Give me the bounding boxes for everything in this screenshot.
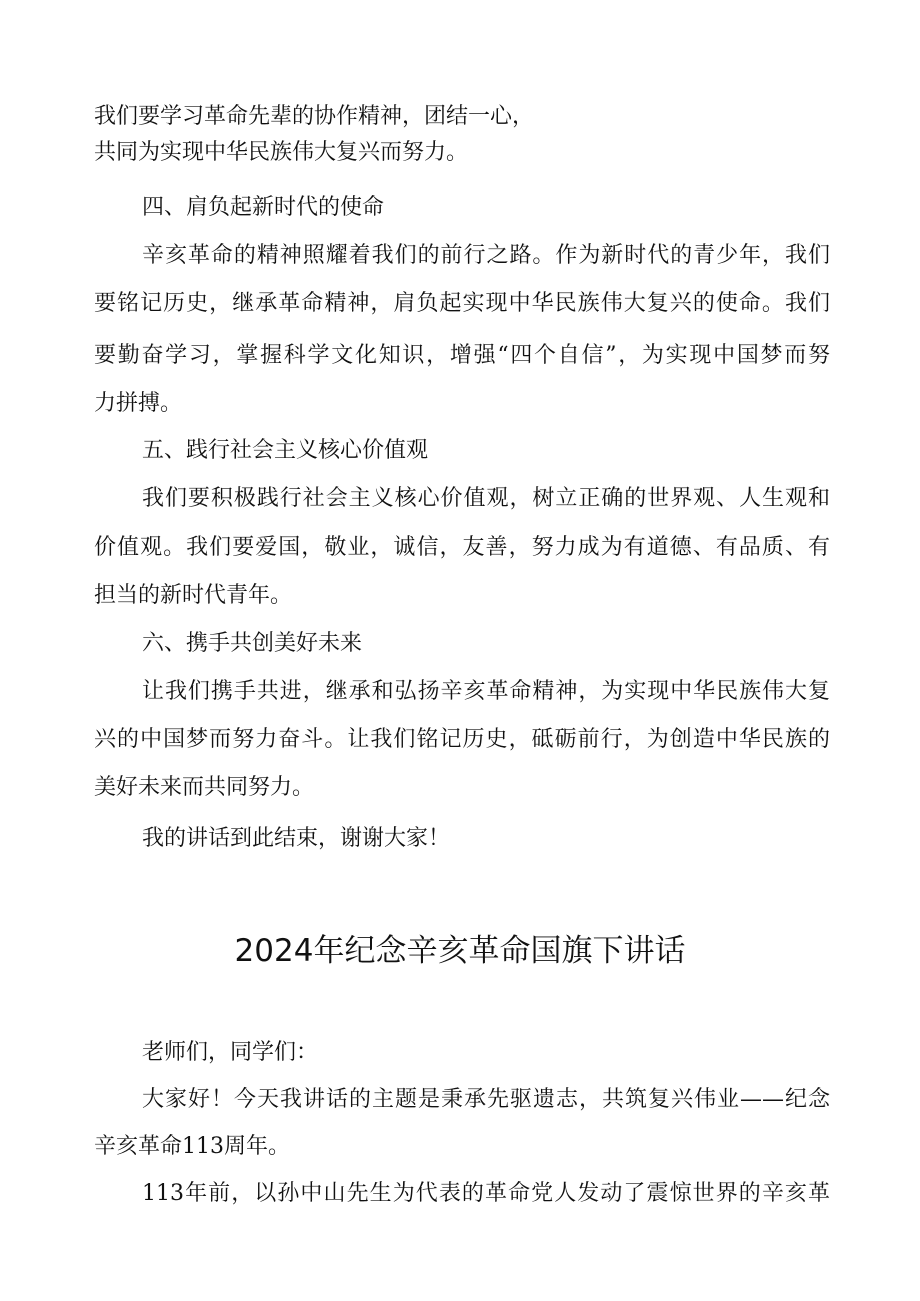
section-heading-4: 四、肩负起新时代的使命 bbox=[142, 195, 385, 220]
paragraph-line: 我们要积极践行社会主义核心价值观，树立正确的世界观、人生观和 bbox=[142, 486, 830, 511]
paragraph-line: 兴的中国梦而努力奋斗。让我们铭记历史，砥砺前行，为创造中华民族的 bbox=[94, 727, 830, 752]
paragraph-line: 让我们携手共进，继承和弘扬辛亥革命精神，为实现中华民族伟大复 bbox=[142, 679, 830, 704]
paragraph-line: 价值观。我们要爱国，敬业，诚信，友善，努力成为有道德、有品质、有 bbox=[94, 535, 830, 560]
section-heading-6: 六、携手共创美好未来 bbox=[142, 631, 363, 656]
paragraph-line: 辛亥革命113周年。 bbox=[94, 1134, 290, 1159]
paragraph-line: 共同为实现中华民族伟大复兴而努力。 bbox=[94, 140, 469, 165]
article-title: 2024年纪念辛亥革命国旗下讲话 bbox=[234, 933, 686, 969]
paragraph-line: 辛亥革命的精神照耀着我们的前行之路。作为新时代的青少年，我们 bbox=[142, 243, 830, 268]
closing-line: 我的讲话到此结束，谢谢大家！ bbox=[142, 826, 451, 851]
paragraph-line: 力拼搏。 bbox=[94, 391, 183, 416]
paragraph-line: 美好未来而共同努力。 bbox=[94, 775, 315, 800]
salutation: 老师们，同学们： bbox=[142, 1040, 319, 1065]
paragraph-line: 我们要学习革命先辈的协作精神，团结一心， bbox=[94, 104, 535, 129]
paragraph-line: 大家好！今天我讲话的主题是秉承先驱遗志，共筑复兴伟业——纪念 bbox=[142, 1087, 830, 1112]
paragraph-line: 担当的新时代青年。 bbox=[94, 583, 293, 608]
paragraph-line: 要勤奋学习，掌握科学文化知识，增强“四个自信”，为实现中国梦而努 bbox=[94, 343, 830, 368]
paragraph-line: 要铭记历史，继承革命精神，肩负起实现中华民族伟大复兴的使命。我们 bbox=[94, 291, 830, 316]
section-heading-5: 五、践行社会主义核心价值观 bbox=[142, 438, 429, 463]
paragraph-line: 113年前，以孙中山先生为代表的革命党人发动了震惊世界的辛亥革 bbox=[142, 1181, 830, 1206]
